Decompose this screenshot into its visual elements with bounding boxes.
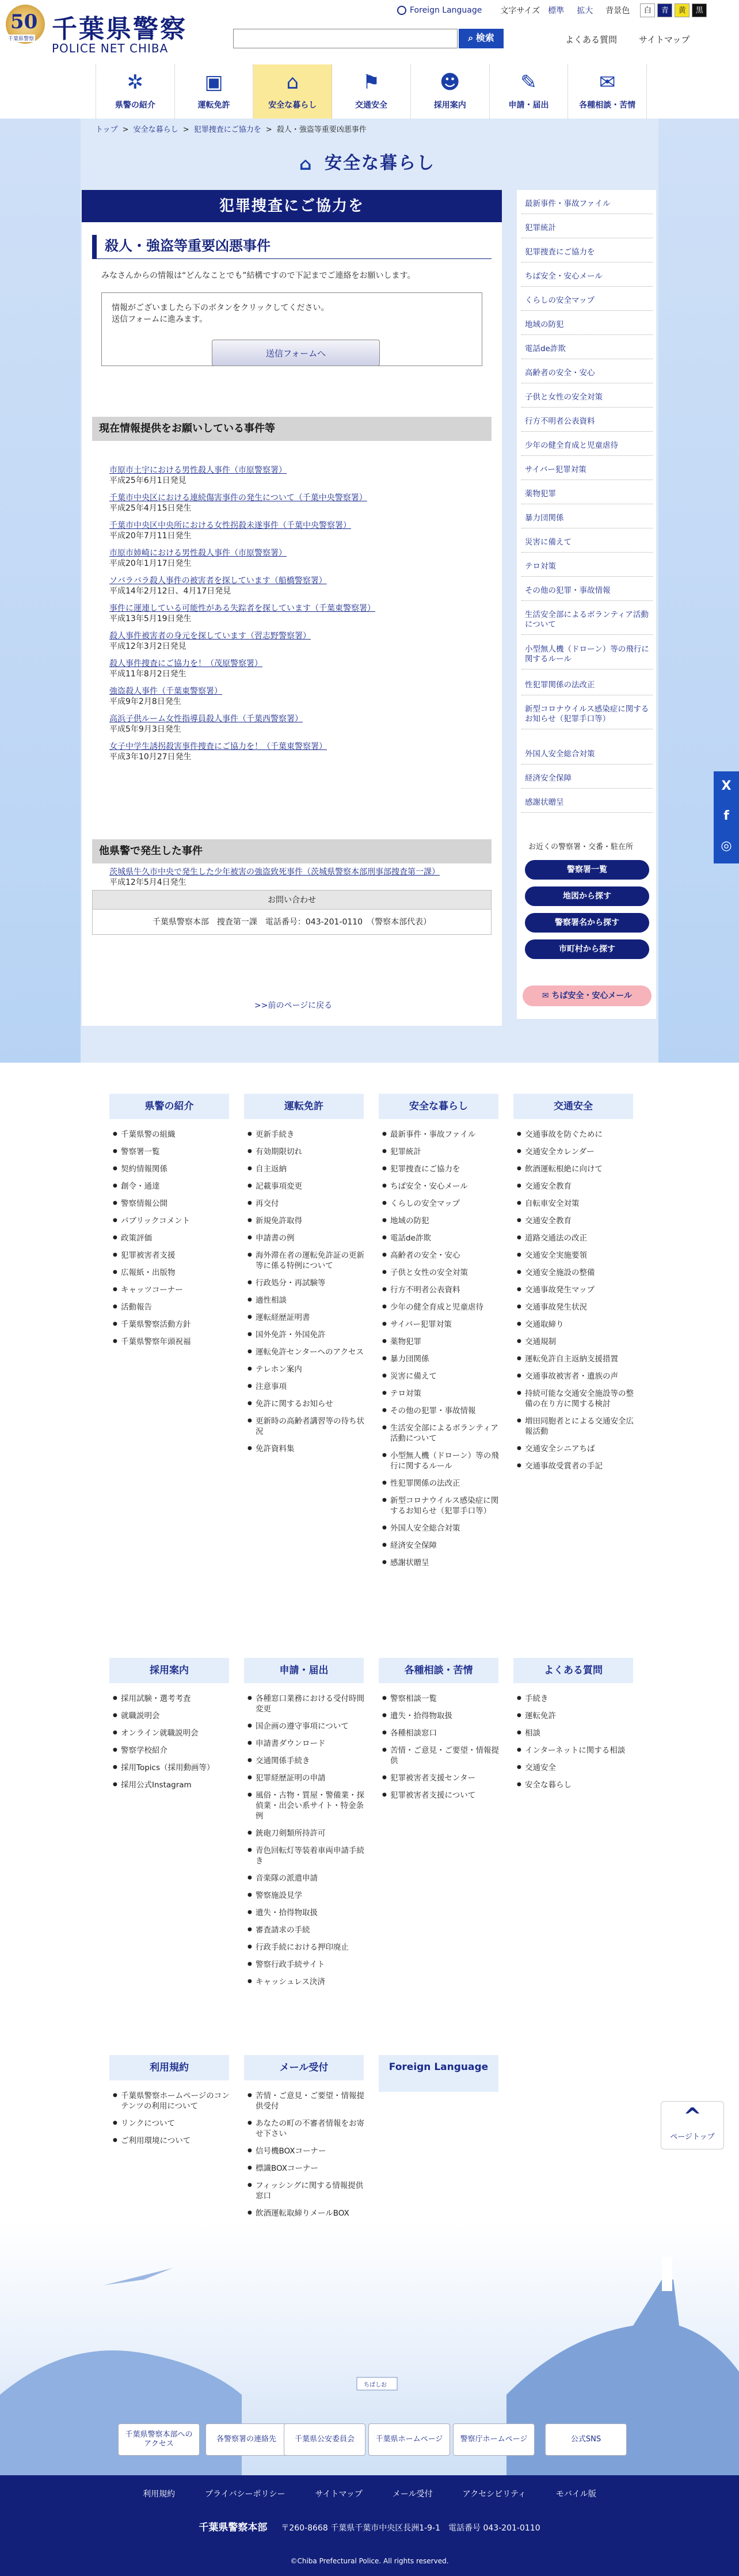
footer-link[interactable]: ● 行方不明者公表資料	[382, 1285, 502, 1295]
global-nav	[96, 64, 647, 119]
footer-link[interactable]: ● 交通安全教育	[517, 1181, 637, 1192]
info-text: 情報がございましたら下のボタンをクリックしてください。	[112, 303, 329, 313]
bg-decoration-right	[658, 119, 739, 1063]
list-item: ソバラバラ殺人事件の被害者を探しています（船橋警察署） 平成14年2月12日、4月17日発見	[109, 576, 483, 596]
footer-link[interactable]: ● 性犯罪関係の法改正	[382, 1478, 502, 1489]
breadcrumb-safety[interactable]: 安全な暮らし	[133, 125, 178, 134]
footer-link[interactable]: ● 記載事項変更	[247, 1181, 367, 1192]
footer-cat-faq[interactable]: よくある質問	[513, 1658, 633, 1683]
footer-link[interactable]: ● 千葉県警の組織	[113, 1129, 233, 1140]
nav-item-recruit[interactable]: ☻ 採用案内	[411, 64, 490, 119]
footer-link[interactable]: ● 青色回転灯等装着車両申請手続き	[247, 1846, 367, 1866]
footer-link[interactable]: ● 更新手続き	[247, 1129, 367, 1140]
nav-item-intro[interactable]: ✲ 県警の紹介	[96, 64, 175, 119]
footer-link[interactable]: ● 運転経歴証明書	[247, 1312, 367, 1323]
breadcrumb-top[interactable]: トップ	[96, 125, 118, 134]
footer-link[interactable]: ● 千葉県警察活動方針	[113, 1319, 233, 1330]
sidebar-item[interactable]: サイバー犯罪対策	[521, 461, 653, 480]
footer-link[interactable]: ● 行政手続における押印廃止	[247, 1942, 367, 1953]
page-heading: ⌂ 安全な暮らし	[299, 153, 435, 174]
footer-link[interactable]: ● サイバー犯罪対策	[382, 1319, 502, 1330]
footer-link[interactable]: ● 感謝状贈呈	[382, 1558, 502, 1568]
footer-cat-consult[interactable]: 各種相談・苦情	[379, 1658, 498, 1683]
footer-link[interactable]: ● 千葉県警察年頭祝福	[113, 1337, 233, 1347]
nearby-police-label: お近くの警察署・交番・駐在所	[528, 843, 634, 851]
footer-link-privacy[interactable]: プライバシーポリシー	[205, 2490, 285, 2499]
footer-link[interactable]: ● 苦情・ご意見・ご要望・情報提供受付	[247, 2091, 367, 2111]
mail-icon: ✉	[542, 991, 552, 1000]
case-link[interactable]: 市原市土宇における男性殺人事件（市原警察署）	[109, 466, 287, 475]
footer-link[interactable]: ● 交通事故被害者・遺族の声	[517, 1371, 637, 1382]
faq-link[interactable]: よくある質問	[565, 35, 618, 45]
footer-link[interactable]: ● インターネットに関する相談	[517, 1745, 637, 1756]
search-by-name-button[interactable]: 警察署名から探す	[525, 913, 649, 933]
footer-link[interactable]: ● 有効期限切れ	[247, 1147, 367, 1157]
footer-link-accessibility[interactable]: アクセシビリティ	[462, 2490, 526, 2499]
list-item: 千葉市中央区における連続傷害事件の発生について（千葉中央警察署） 平成25年4月15日発生	[109, 493, 483, 513]
sidebar-item[interactable]: 犯罪統計	[521, 219, 653, 238]
sidebar-item[interactable]: 感謝状贈呈	[521, 793, 653, 813]
footer-link[interactable]: ● 政策評価	[113, 1233, 233, 1243]
footer-link[interactable]: ● 交通規制	[517, 1337, 637, 1347]
sidebar-item[interactable]: 新型コロナウイルス感染症に関するお知らせ（犯罪手口等）	[521, 700, 653, 729]
case-link[interactable]: 千葉市中央区中央所における女性拐殺未遂事件（千葉中央警察署）	[109, 521, 351, 530]
site-name: 千葉県警察	[52, 14, 187, 44]
footer-btn-commission[interactable]: 千葉県公安委員会	[284, 2423, 365, 2456]
footer-link[interactable]: ● 申請書ダウンロード	[247, 1738, 367, 1749]
bg-color-label: 背景色	[605, 6, 630, 16]
footer-link[interactable]: ● 交通取締り	[517, 1319, 637, 1330]
list-item: 千葉市中央区中央所における女性拐殺未遂事件（千葉中央警察署） 平成20年7月11日発生	[109, 520, 483, 541]
footer-link[interactable]: ● 警察行政手続サイト	[247, 1959, 367, 1970]
footer-list-terms	[113, 2091, 233, 2153]
footer-link[interactable]: ● 新規免許取得	[247, 1216, 367, 1226]
footer-link[interactable]: ● 交通安全シニアちば	[517, 1444, 637, 1454]
footer-link[interactable]: ● テロ対策	[382, 1388, 502, 1399]
search-button[interactable]: ⌕ 検索	[459, 29, 504, 48]
section-heading-current: 現在情報提供をお願いしている事件等	[92, 417, 492, 441]
contact-heading: お問い合わせ	[92, 890, 492, 910]
footer-org: 千葉県警察本部 〒260-8668 千葉県千葉市中央区長洲1-9-1 電話番号 043-201-0110	[199, 2522, 540, 2533]
search-input[interactable]	[233, 29, 458, 48]
form-icon: ✎	[520, 71, 537, 94]
footer-link[interactable]: ● 外国人安全総合対策	[382, 1523, 502, 1534]
footer-link[interactable]: ● 申請書の例	[247, 1233, 367, 1243]
sidebar-item[interactable]: テロ対策	[521, 557, 653, 577]
sidebar-item[interactable]: 生活安全部によるボランティア活動について	[521, 606, 653, 635]
footer-link[interactable]: ● 安全な暮らし	[517, 1780, 637, 1790]
emblem-icon: ✲	[127, 71, 144, 94]
footer-link[interactable]: ● 国外免許・外国免許	[247, 1330, 367, 1340]
site-subtitle: POLICE NET CHIBA	[52, 41, 169, 55]
case-link[interactable]: 千葉市中央区における連続傷害事件の発生について（千葉中央警察署）	[109, 493, 367, 503]
footer-link[interactable]: ● 自主返納	[247, 1164, 367, 1174]
case-link[interactable]: 女子中学生誘拐殺害事件捜査にご協力を！（千葉東警察署）	[109, 742, 327, 751]
instagram-icon[interactable]: ◎	[721, 839, 732, 853]
main-content	[82, 190, 502, 1026]
footer-list-safety	[382, 1129, 502, 1575]
footer-link[interactable]: ● 再交付	[247, 1198, 367, 1209]
footer-link[interactable]: ● 銃砲刀剣類所持許可	[247, 1828, 367, 1839]
font-size-label: 文字サイズ	[500, 6, 540, 16]
footer-link[interactable]: ● 小型無人機（ドローン）等の飛行に関するルール	[382, 1451, 502, 1471]
footer-link[interactable]: ● 遺失・拾得物取扱	[382, 1711, 502, 1721]
footer-list-intro	[113, 1129, 233, 1354]
bg-yellow[interactable]: 黄	[675, 3, 690, 17]
footer-list-apply	[247, 1694, 367, 1994]
footer-link[interactable]: ● 警察情報公開	[113, 1198, 233, 1209]
footer-link[interactable]: ● 経済安全保障	[382, 1540, 502, 1551]
footer-link[interactable]: ● テレホン案内	[247, 1364, 367, 1375]
footer-link[interactable]: ● 持続可能な交通安全施設等の整備の在り方に関する検討	[517, 1388, 637, 1409]
footer-link[interactable]: ● 生活安全部によるボランティア活動について	[382, 1423, 502, 1444]
sidebar-item[interactable]: 経済安全保障	[521, 769, 653, 789]
footer-link[interactable]: ● キャッツコーナー	[113, 1285, 233, 1295]
footer-link[interactable]: ● 交通事故発生状況	[517, 1302, 637, 1312]
list-item: 殺人事件被害者の身元を探しています（習志野警察署） 平成12年3月2日発見	[109, 631, 483, 652]
case-link[interactable]: 茨城県牛久市中央で発生した少年被害の強盗致死事件（茨城県警察本部刑事部捜査第一課）	[109, 867, 440, 877]
footer-link[interactable]: ● リンクについて	[113, 2118, 233, 2129]
list-item: 事件に運連している可能性がある失踪者を探しています（千葉東警察署） 平成13年5月19日発生	[109, 603, 483, 624]
footer-link[interactable]: ● 遺失・拾得物取扱	[247, 1908, 367, 1918]
anniversary-emblem-icon: 50 千葉県警察	[6, 5, 45, 44]
sidebar-item[interactable]: ちば安全・安心メール	[521, 267, 653, 287]
footer-link[interactable]: ● 千葉県警察ホームページのコンテンツの利用について	[113, 2091, 233, 2111]
breadcrumb-current: 殺人・強盗等重要凶悪事件	[276, 125, 367, 134]
footer-link[interactable]: ● 電話de詐欺	[382, 1233, 502, 1243]
footer-link[interactable]: ● 音楽隊の派遣申請	[247, 1873, 367, 1884]
footer-link[interactable]: ● 注意事項	[247, 1382, 367, 1392]
footer-link[interactable]: ● 更新時の高齢者講習等の待ち状況	[247, 1416, 367, 1437]
search-by-city-button[interactable]: 市町村から探す	[525, 939, 649, 959]
footer-link[interactable]: ● ご利用環境について	[113, 2136, 233, 2146]
list-item: 高浜子供ルーム女性指導員殺人事件（千葉西警察署） 平成5年9月3日発生	[109, 714, 483, 735]
signal-icon: ⚑	[362, 71, 380, 94]
facebook-icon[interactable]: f	[723, 809, 729, 823]
chat-icon: ✉	[599, 71, 616, 94]
sitemap-link[interactable]: サイトマップ	[639, 35, 690, 45]
footer-link[interactable]: ● 海外滞在者の運転免許証の更新等に係る特例について	[247, 1250, 367, 1271]
footer-btn-sns[interactable]: 公式SNS	[545, 2423, 627, 2456]
sidebar	[517, 190, 656, 1019]
footer-cat-safety[interactable]: 安全な暮らし	[379, 1094, 498, 1119]
footer-link[interactable]: ● 広報紙・出版物	[113, 1268, 233, 1278]
footer-link[interactable]: ● 交通事故受賞者の手記	[517, 1461, 637, 1471]
nav-item-license[interactable]: ▣ 運転免許	[175, 64, 254, 119]
footer-btn-stations[interactable]: 各警察署の連絡先	[205, 2423, 287, 2456]
sidebar-item[interactable]: 少年の健全育成と児童虐待	[521, 436, 653, 456]
sidebar-item[interactable]: 外国人安全総合対策	[521, 745, 653, 764]
footer-link[interactable]: ● くらしの安全マップ	[382, 1198, 502, 1209]
sidebar-item[interactable]: 行方不明者公表資料	[521, 412, 653, 432]
footer-link[interactable]: ● 交通関係手続き	[247, 1756, 367, 1766]
footer-link[interactable]: ● 最新事件・事故ファイル	[382, 1129, 502, 1140]
nav-item-apply[interactable]: ✎ 申請・届出	[490, 64, 569, 119]
house-icon: ⌂	[299, 154, 313, 174]
footer-link[interactable]: ● 地域の防犯	[382, 1216, 502, 1226]
footer-link[interactable]: ● 飲酒運転取締りメールBOX	[247, 2208, 367, 2219]
sidebar-item[interactable]: 暴力団関係	[521, 509, 653, 528]
footer-cat-intro[interactable]: 県警の紹介	[109, 1094, 229, 1119]
site-logo[interactable]	[6, 5, 196, 56]
footer-link-mail[interactable]: メール受付	[392, 2490, 433, 2499]
chevron-up-icon: ^	[683, 2103, 702, 2129]
footer-link[interactable]: ● 自転車安全対策	[517, 1198, 637, 1209]
footer-link[interactable]: ● 子供と女性の安全対策	[382, 1268, 502, 1278]
footer-link[interactable]: ● 各種窓口業務における受付時間変更	[247, 1694, 367, 1714]
footer-link[interactable]: ● その他の犯罪・事故情報	[382, 1406, 502, 1416]
bg-decoration-left	[0, 119, 81, 1063]
footer-list-faq	[517, 1694, 637, 1797]
footer-link[interactable]: ● 犯罪統計	[382, 1147, 502, 1157]
other-case: 茨城県牛久市中央で発生した少年被害の強盗致死事件（茨城県警察本部刑事部捜査第一課） 平成12年5月4日発生	[109, 867, 440, 887]
info-text: 送信フォームに進みます。	[112, 315, 208, 324]
sidebar-item[interactable]: 地域の防犯	[521, 315, 653, 335]
sidebar-item[interactable]: 災害に備えて	[521, 533, 653, 553]
copyright: ©Chiba Prefectural Police. All rights reserved.	[290, 2557, 449, 2565]
footer-list-license	[247, 1129, 367, 1461]
footer-link[interactable]: ● 交通安全教育	[517, 1216, 637, 1226]
footer-btn-npa[interactable]: 警察庁ホームページ	[453, 2423, 535, 2456]
case-link[interactable]: 事件に運連している可能性がある失踪者を探しています（千葉東警察署）	[109, 604, 375, 613]
section-heading-other: 他県警で発生した事件	[92, 839, 492, 863]
font-size-large[interactable]: 拡大	[577, 6, 593, 16]
footer-cat-recruit[interactable]: 採用案内	[109, 1658, 229, 1683]
case-link[interactable]: ソバラバラ殺人事件の被害者を探しています（船橋警察署）	[109, 576, 327, 585]
search-by-map-button[interactable]: 地図から探す	[525, 886, 649, 906]
footer-link[interactable]: ● 苦情・ご意見・ご要望・情報提供	[382, 1745, 502, 1766]
font-size-standard[interactable]: 標準	[548, 6, 565, 16]
footer-btn-access[interactable]: 千葉県警察本部へのアクセス	[118, 2423, 200, 2456]
sidebar-item[interactable]: くらしの安全マップ	[521, 291, 653, 311]
footer-link-sitemap[interactable]: サイトマップ	[315, 2490, 363, 2499]
footer-link[interactable]: ● 免許に関するお知らせ	[247, 1399, 367, 1409]
footer-cat-terms[interactable]: 利用規約	[109, 2055, 229, 2080]
breadcrumb: トップ > 安全な暮らし > 犯罪捜査にご協力を > 殺人・強盗等重要凶悪事件	[96, 125, 367, 134]
back-link[interactable]: >>前のページに戻る	[254, 1001, 333, 1010]
x-icon[interactable]: X	[721, 779, 732, 793]
footer-list-mail	[247, 2091, 367, 2225]
footer-link[interactable]: ● 災害に備えて	[382, 1371, 502, 1382]
footer-cat-license[interactable]: 運転免許	[244, 1094, 364, 1119]
footer-link-mobile[interactable]: モバイル版	[555, 2490, 596, 2499]
footer-link[interactable]: ● 信号機BOXコーナー	[247, 2146, 367, 2156]
footer-link[interactable]: ● 交通事故発生マップ	[517, 1285, 637, 1295]
page-top-button[interactable]: ^ ページトップ	[661, 2101, 724, 2149]
nav-item-traffic[interactable]: ⚑ 交通安全	[332, 64, 411, 119]
sub-title: 殺人・強盗等重要凶悪事件	[92, 235, 492, 259]
case-link[interactable]: 殺人事件捜査にご協力を！（茂原警察署）	[109, 659, 262, 668]
footer-list-recruit	[113, 1694, 233, 1797]
license-icon: ▣	[204, 71, 223, 94]
footer-link[interactable]: ● キャッシュレス決済	[247, 1977, 367, 1987]
sidebar-item[interactable]: 最新事件・事故ファイル	[521, 195, 653, 214]
bg-blue[interactable]: 青	[657, 3, 672, 17]
header	[0, 0, 739, 63]
sidebar-item[interactable]: 高齢者の安全・安心	[521, 364, 653, 383]
footer-cat-traffic[interactable]: 交通安全	[513, 1094, 633, 1119]
footer-link[interactable]: ● 行政処分・再試験等	[247, 1278, 367, 1288]
footer-link[interactable]: ● 犯罪被害者支援センター	[382, 1773, 502, 1783]
bg-white[interactable]: 白	[640, 3, 655, 17]
footer-links	[0, 2488, 739, 2499]
sidebar-item[interactable]: その他の犯罪・事故情報	[521, 581, 653, 601]
footer-link[interactable]: ● 相談	[517, 1728, 637, 1738]
footer-link[interactable]: ● 各種相談窓口	[382, 1728, 502, 1738]
case-link[interactable]: 高浜子供ルーム女性指導員殺人事件（千葉西警察署）	[109, 714, 303, 724]
footer-link[interactable]: ● ちば安全・安心メール	[382, 1181, 502, 1192]
footer-link[interactable]: ● 採用Topics（採用動画等）	[113, 1763, 233, 1773]
footer-link[interactable]: ● 犯罪被害者支援について	[382, 1790, 502, 1801]
footer-link[interactable]: ● 適性相談	[247, 1295, 367, 1306]
foreign-language-link[interactable]: Foreign Language	[397, 6, 482, 15]
footer-link[interactable]: ● 採用試験・選考考査	[113, 1694, 233, 1704]
footer-link[interactable]: ● 警察署一覧	[113, 1147, 233, 1157]
sidebar-item[interactable]: 子供と女性の安全対策	[521, 388, 653, 408]
footer-link[interactable]: ● 運転免許	[517, 1711, 637, 1721]
send-form-button[interactable]: 送信フォームへ	[212, 340, 380, 366]
footer-link[interactable]: ● 免許資料集	[247, 1444, 367, 1454]
main-title: 犯罪捜査にご協力を	[82, 190, 502, 222]
safety-mail-banner[interactable]: ✉ ちば安全・安心メール	[523, 985, 652, 1006]
case-link[interactable]: 殺人事件被害者の身元を探しています（習志野警察署）	[109, 631, 311, 641]
footer-link[interactable]: ● 警察相談一覧	[382, 1694, 502, 1704]
svg-text:ちばしお: ちばしお	[364, 2382, 387, 2388]
case-list	[109, 465, 483, 769]
footer-link[interactable]: ● パブリックコメント	[113, 1216, 233, 1226]
social-links	[714, 771, 739, 863]
contact-body: 千葉県警察本部 捜査第一課 電話番号：043-201-0110 （警察本部代表）	[92, 910, 492, 935]
footer-link[interactable]: ● 交通安全カレンダー	[517, 1147, 637, 1157]
footer-link[interactable]: ● 犯罪経歴証明の申請	[247, 1773, 367, 1783]
footer-link[interactable]: ● 増田同胞者とによる交通安全広報活動	[517, 1416, 637, 1437]
footer-link[interactable]: ● 運転免許自主返納支援措置	[517, 1354, 637, 1364]
case-link[interactable]: 市原市姉崎における男性殺人事件（市原警察署）	[109, 549, 287, 558]
footer-link[interactable]: ● オンライン就職説明会	[113, 1728, 233, 1738]
intro-text: みなさんからの情報は“どんなことでも”結構ですので下記までご連絡をお願いします。	[101, 271, 416, 280]
list-item: 市原市土宇における男性殺人事件（市原警察署） 平成25年6月1日発見	[109, 465, 483, 486]
footer-link[interactable]: ● 警察学校紹介	[113, 1745, 233, 1756]
case-link[interactable]: 強盗殺人事件（千葉東警察署）	[109, 687, 222, 696]
footer-link[interactable]: ● 犯罪被害者支援	[113, 1250, 233, 1261]
footer-link[interactable]: ● 高齢者の安全・安心	[382, 1250, 502, 1261]
sidebar-item[interactable]: 性犯罪関係の法改正	[521, 676, 653, 695]
house-icon: ⌂	[286, 71, 299, 94]
footer-cat-apply[interactable]: 申請・届出	[244, 1658, 364, 1683]
people-icon: ☻	[440, 71, 460, 94]
footer-link[interactable]: ● 採用公式Instagram	[113, 1780, 233, 1790]
police-station-list-button[interactable]: 警察署一覧	[525, 860, 649, 880]
footer-link[interactable]: ● 手続き	[517, 1694, 637, 1704]
footer-link[interactable]: ● 道路交通法の改正	[517, 1233, 637, 1243]
list-item: 女子中学生誘拐殺害事件捜査にご協力を！（千葉東警察署） 平成3年10月27日発生	[109, 741, 483, 762]
footer-link[interactable]: ● 風俗・古物・質屋・警備業・探偵業・出会い系サイト・特金条例	[247, 1790, 367, 1821]
list-item: 強盗殺人事件（千葉東警察署） 平成9年2月8日発生	[109, 686, 483, 707]
footer-btn-prefecture[interactable]: 千葉県ホームページ	[368, 2423, 450, 2456]
tool-row	[397, 3, 707, 17]
footer-link[interactable]: ● 就職説明会	[113, 1711, 233, 1721]
footer-link[interactable]: ● 交通安全	[517, 1763, 637, 1773]
footer-link[interactable]: ● 薬物犯罪	[382, 1337, 502, 1347]
footer-link[interactable]: ● 運転免許センターへのアクセス	[247, 1347, 367, 1357]
footer-link-terms[interactable]: 利用規約	[143, 2490, 176, 2499]
footer-list-consult	[382, 1694, 502, 1808]
footer-link[interactable]: ● 新型コロナウイルス感染症に関するお知らせ（犯罪手口等）	[382, 1496, 502, 1516]
sidebar-item[interactable]: 電話de詐欺	[521, 340, 653, 359]
nav-item-consult[interactable]: ✉ 各種相談・苦情	[568, 64, 647, 119]
footer-link[interactable]: ● 創令・通達	[113, 1181, 233, 1192]
footer-link[interactable]: ● 交通事故を防ぐために	[517, 1129, 637, 1140]
sidebar-item[interactable]: 犯罪捜査にご協力を	[521, 243, 653, 262]
footer-list-traffic	[517, 1129, 637, 1478]
footer-link[interactable]: ● 暴力団関係	[382, 1354, 502, 1364]
search-icon: ⌕	[468, 33, 476, 43]
bg-black[interactable]: 黒	[692, 3, 707, 17]
footer-link[interactable]: ● 国企画の遵守事項について	[247, 1721, 367, 1732]
nav-item-safety[interactable]: ⌂ 安全な暮らし	[253, 64, 332, 119]
footer-link[interactable]: ● 標識BOXコーナー	[247, 2163, 367, 2174]
globe-icon	[397, 6, 406, 15]
footer-link[interactable]: ● 契約情報関係	[113, 1164, 233, 1174]
footer-link[interactable]: ● 交通安全実施要領	[517, 1250, 637, 1261]
footer-link[interactable]: ● 交通安全施設の整備	[517, 1268, 637, 1278]
footer-link[interactable]: ● 活動報告	[113, 1302, 233, 1312]
sidebar-item[interactable]: 薬物犯罪	[521, 485, 653, 504]
footer-cat-mail[interactable]: メール受付	[244, 2055, 364, 2080]
footer-link[interactable]: ● あなたの町の不審者情報をお寄せ下さい	[247, 2118, 367, 2139]
list-item: 市原市姉崎における男性殺人事件（市原警察署） 平成20年1月17日発生	[109, 548, 483, 569]
footer-link[interactable]: ● 少年の健全育成と児童虐待	[382, 1302, 502, 1312]
footer-link[interactable]: ● 飲酒運転根絶に向けて	[517, 1164, 637, 1174]
footer-cat-foreign[interactable]: Foreign Language	[379, 2055, 498, 2092]
footer-bar	[0, 2475, 739, 2576]
footer-link[interactable]: ● フィッシングに関する情報提供窓口	[247, 2181, 367, 2201]
sidebar-item[interactable]: 小型無人機（ドローン）等の飛行に関するルール	[521, 640, 653, 669]
list-item: 殺人事件捜査にご協力を！（茂原警察署） 平成11年8月2日発生	[109, 659, 483, 679]
breadcrumb-cooperation[interactable]: 犯罪捜査にご協力を	[193, 125, 261, 134]
footer-link[interactable]: ● 犯罪捜査にご協力を	[382, 1164, 502, 1174]
footer-link[interactable]: ● 警察施設見学	[247, 1890, 367, 1901]
footer-link[interactable]: ● 審査請求の手続	[247, 1925, 367, 1935]
